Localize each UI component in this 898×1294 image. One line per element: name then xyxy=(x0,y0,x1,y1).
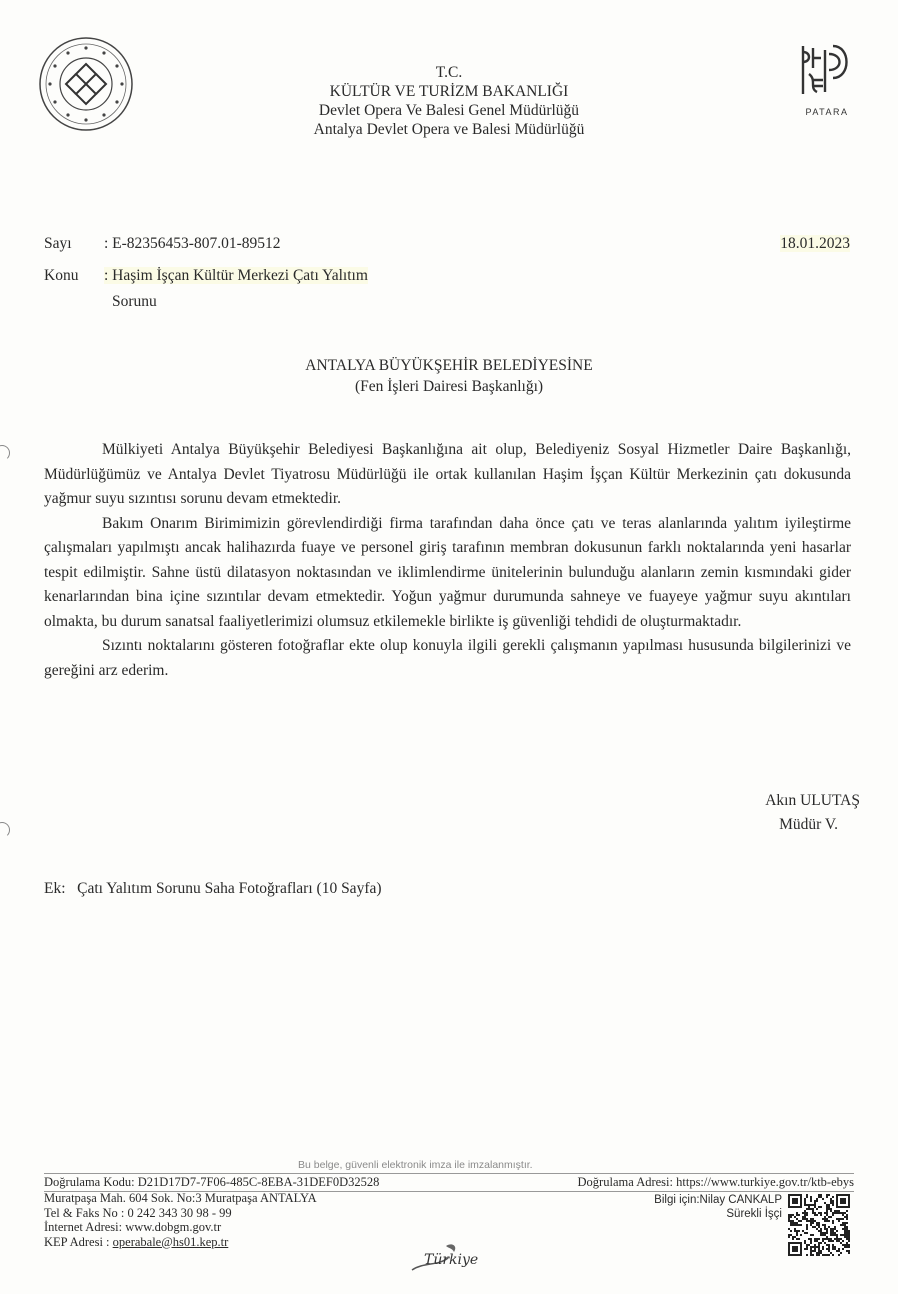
ministry-seal-icon xyxy=(38,36,134,132)
signatory-name: Akın ULUTAŞ xyxy=(765,792,860,809)
turkiye-logo xyxy=(408,1240,486,1276)
info-person: Bilgi için:Nilay CANKALP xyxy=(654,1194,782,1206)
header-general-directorate: Devlet Opera Ve Balesi Genel Müdürlüğü xyxy=(318,102,580,119)
kep-line xyxy=(44,1235,317,1250)
patara-logo xyxy=(796,40,858,130)
konu-value: : Haşim İşçan Kültür Merkezi Çatı Yalıtım xyxy=(104,267,368,284)
scan-edge-mark xyxy=(0,822,10,838)
sayi-row xyxy=(44,235,281,253)
phone-line: Tel & Faks No : 0 242 343 30 98 - 99 xyxy=(44,1205,232,1220)
patara-emblem-icon xyxy=(799,40,855,100)
contact-block xyxy=(44,1191,317,1249)
esign-note: Bu belge, güvenli elektronik imza ile imzalanmıştır. xyxy=(298,1159,533,1171)
konu-label: Konu xyxy=(44,267,79,284)
verification-bar xyxy=(44,1173,854,1192)
patara-wordmark: PATARA xyxy=(805,107,849,117)
document-date: 18.01.2023 xyxy=(780,235,850,252)
verification-address[interactable]: Doğrulama Adresi: https://www.turkiye.gov.tr/ktb-ebys xyxy=(577,1175,854,1189)
web-link[interactable]: www.dobgm.gov.tr xyxy=(125,1220,222,1234)
body-paragraph-2: Bakım Onarım Birimimizin görevlendirdiği firma tarafından daha önce çatı ve teras alanlarında yalıtım iyileştirme çalışmaları yapılmıştı ancak halihazırda fuaye ve personel giriş tarafının membran dokusunun farklı noktalarında yeni hasarlar tespit edilmiştir. Sahne üstü dilatasyon noktasından ve iklimlendirme ünitelerinin bulunduğu alanların zemin kısmındaki gider kenarlarından bina içine sızıntılar devam etmektedir. Yoğun yağmur durumunda sahneye ve fuayeye yağmur suyu akıntıları olmakta, bu durum sanatsal faaliyetlerimizi olumsuz etkilemekle birlikte iş güvenliği tehdidi de oluşturmaktadır. xyxy=(44,514,851,630)
header-directorate: Antalya Devlet Opera ve Balesi Müdürlüğü xyxy=(313,121,585,138)
info-contact xyxy=(600,1193,782,1221)
konu-row xyxy=(44,267,368,285)
turkiye-wordmark: Türkiye xyxy=(424,1252,479,1268)
header-tc: T.C. xyxy=(435,64,463,81)
letterhead xyxy=(200,63,698,139)
kep-link[interactable]: operabale@hs01.kep.tr xyxy=(112,1234,229,1249)
body-paragraph-1: Mülkiyeti Antalya Büyükşehir Belediyesi Başkanlığına ait olup, Belediyeniz Sosyal Hizmetler Daire Başkanlığı, Müdürlüğümüz ve Antalya Devlet Tiyatrosu Müdürlüğü ile ortak kullanılan Haşim İşçan Kültür Merkezinin çatı dokusunda yağmur suyu sızıntısı sorunu devam etmektedir. xyxy=(44,441,851,507)
signatory-title: Müdür V. xyxy=(779,816,838,833)
info-role: Sürekli İşçi xyxy=(726,1208,782,1220)
kep-label: KEP Adresi : xyxy=(44,1234,113,1249)
sayi-label: Sayı xyxy=(44,235,72,252)
verification-code: Doğrulama Kodu: D21D17D7-7F06-485C-8EBA-31DEF0D32528 xyxy=(44,1175,380,1189)
header-ministry: KÜLTÜR VE TURİZM BAKANLIĞI xyxy=(329,83,569,100)
qr-code-icon xyxy=(788,1194,850,1256)
body-paragraph-3: Sızıntı noktalarını gösteren fotoğraflar ekte olup konuyla ilgili gerekli çalışmanın yapılması hususunda bilgilerinizi ve gereğini arz ederim. xyxy=(44,637,851,679)
sayi-value: : E-82356453-807.01-89512 xyxy=(104,235,281,252)
attachment-line: Ek: Çatı Yalıtım Sorunu Saha Fotoğrafları (10 Sayfa) xyxy=(44,880,382,897)
scan-edge-mark xyxy=(0,445,10,461)
addressee xyxy=(150,355,748,397)
konu-value-cont: Sorunu xyxy=(112,293,157,310)
addressee-name: ANTALYA BÜYÜKŞEHİR BELEDİYESİNE xyxy=(305,357,593,374)
address-line: Muratpaşa Mah. 604 Sok. No:3 Muratpaşa ANTALYA xyxy=(44,1191,317,1205)
letter-body xyxy=(44,438,851,683)
signature-block xyxy=(690,789,860,837)
web-label: İnternet Adresi: xyxy=(44,1220,126,1234)
addressee-department: (Fen İşleri Dairesi Başkanlığı) xyxy=(354,378,544,395)
web-line xyxy=(44,1220,317,1235)
